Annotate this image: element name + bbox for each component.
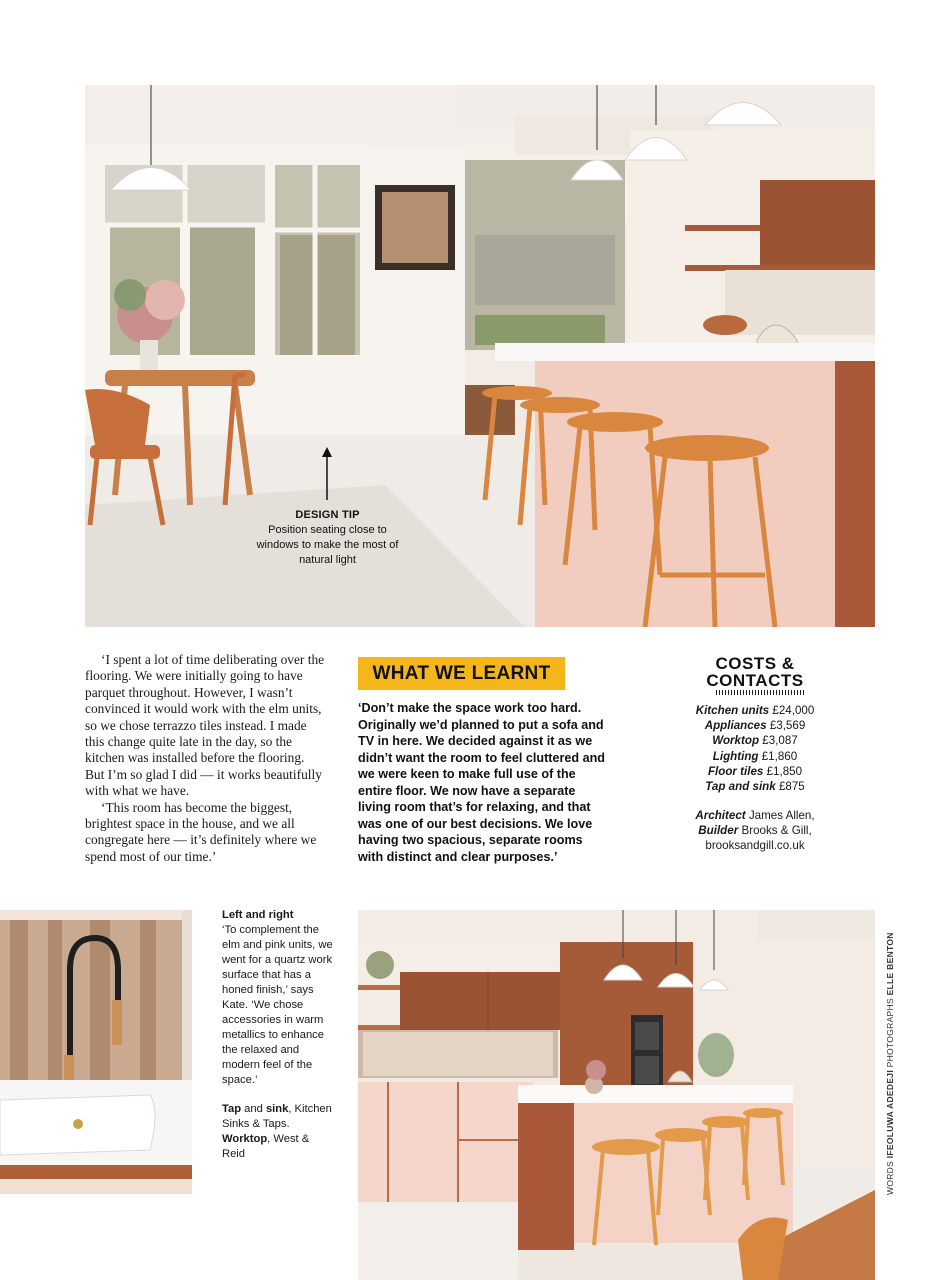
kitchen-diner-photo (85, 85, 875, 627)
caption-tap: Tap (222, 1103, 242, 1115)
cost-label: Appliances (704, 719, 767, 733)
builder-value: Brooks & Gill, (741, 824, 812, 838)
cost-value: £3,569 (769, 719, 806, 733)
cost-value: £1,860 (761, 749, 798, 763)
costs-title (690, 655, 820, 689)
cost-row (680, 703, 830, 718)
caption-title: Left and right (222, 909, 294, 921)
body-paragraph: ‘This room has become the biggest, brightest space in the house, and we all congregate here — it’s definitely where we spend most of our time.’ (85, 799, 317, 864)
architect-value: James Allen, (748, 809, 815, 822)
body-paragraph: ‘I spent a lot of time deliberating over the flooring. We were initially going to have parquet throughout. However, I wasn’t convinced it would work with the elm units, so we chose terrazzo tiles instead. I made this change quite late in the day, so the kitchen was installed before the flooring. But I’m so glad I did — it works beautifully with what we have. (85, 652, 325, 799)
credits-text (885, 932, 895, 1195)
cost-value: £875 (778, 780, 805, 794)
writer-name: IFEOLUWA ADEDEJI (885, 1070, 895, 1159)
builder-website: brooksandgill.co.uk (705, 839, 805, 853)
costs-title-line1: COSTS & (715, 654, 795, 673)
words-label: WORDS (885, 1158, 895, 1195)
caption-and: and (241, 1103, 266, 1115)
cost-label: Tap and sink (705, 780, 776, 794)
costs-title-line2: CONTACTS (706, 671, 804, 690)
costs-list (680, 703, 830, 794)
cost-label: Floor tiles (707, 764, 764, 778)
architect-row (680, 808, 830, 823)
cost-label: Worktop (712, 734, 760, 748)
cost-row (680, 779, 830, 794)
photo-caption (222, 908, 334, 1162)
builder-label: Builder (698, 824, 739, 838)
cost-label: Lighting (712, 749, 759, 763)
caption-sources (222, 1102, 334, 1162)
cost-value: £3,087 (762, 734, 798, 748)
tap-and-sink-photo (0, 910, 192, 1194)
photographs-label: PHOTOGRAPHS (885, 995, 895, 1071)
caption-sink: sink (265, 1103, 289, 1115)
architect-label: Architect (695, 809, 746, 822)
design-tip (255, 508, 400, 568)
cost-label: Kitchen units (695, 704, 770, 717)
caption-worktop: Worktop (222, 1133, 268, 1145)
design-tip-text: Position seating close to windows to make the most of natural light (256, 524, 399, 566)
cost-value: £1,850 (766, 764, 803, 778)
cost-row (680, 718, 830, 733)
cost-row (680, 764, 830, 779)
caption-worktop-source: , West & Reid (222, 1133, 310, 1160)
what-we-learnt-text: ‘Don’t make the space work too hard. Originally we’d planned to put a sofa and TV in here. We decided against it as we didn’t want the room to feel cluttered and we were keen to make full use of the entire floor. We now have a separate living room that’s for relaxing, and that was one of our best decisions. We love having two spacious, separate rooms with distinct and clear purposes.’ (358, 701, 605, 864)
kitchen-island-photo (358, 910, 875, 1280)
cost-row (680, 749, 830, 764)
costs-divider (716, 690, 806, 695)
caption-quote: ‘To complement the elm and pink units, we went for a quartz work surface that has a honed finish,’ says Kate. ‘We chose accessories in warm metallics to enhance the relaxed and modern feel of the space.’ (222, 924, 333, 1086)
caption-tap-source: , Kitchen Sinks & Taps. (222, 1103, 332, 1130)
cost-value: £24,000 (772, 704, 815, 717)
article-body (85, 652, 325, 865)
cost-row (680, 733, 830, 748)
contacts (680, 808, 830, 854)
photographer-name: ELLE BENTON (885, 932, 895, 996)
builder-row (680, 823, 830, 838)
what-we-learnt-heading: WHAT WE LEARNT (358, 657, 565, 690)
photo-credits (884, 932, 896, 1196)
design-tip-title: DESIGN TIP (295, 509, 360, 521)
